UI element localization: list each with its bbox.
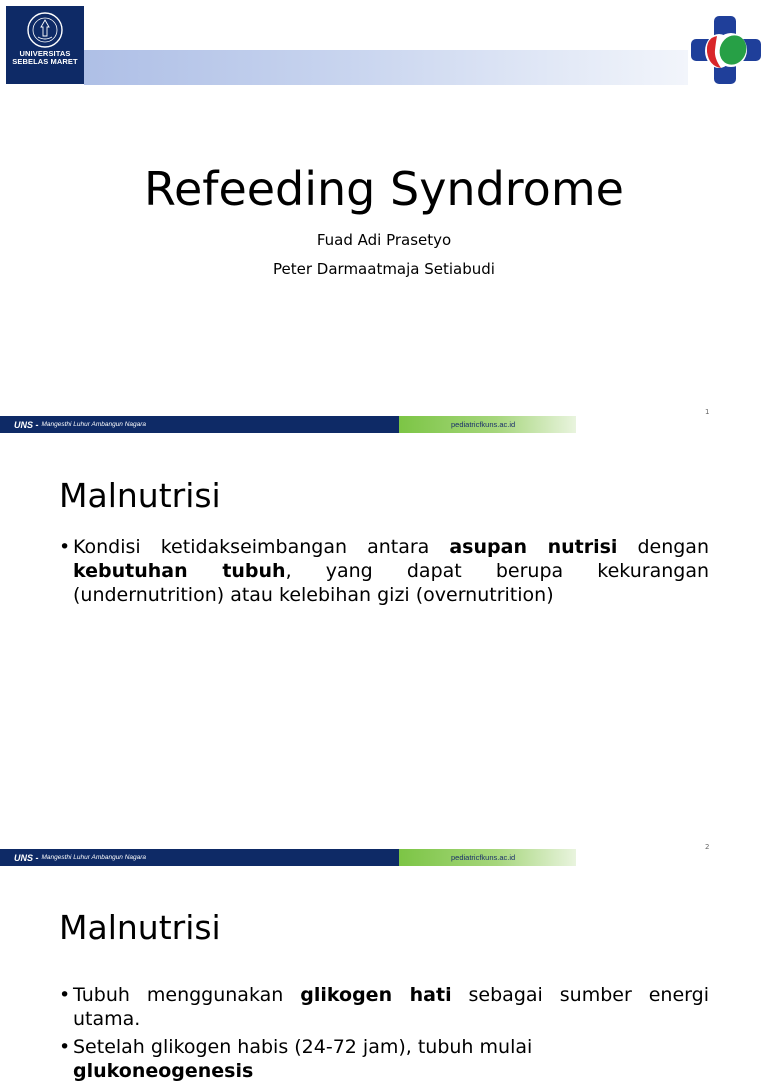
uns-logo-line2: SEBELAS MARET: [12, 57, 78, 66]
slide-3: [0, 870, 768, 1082]
bullet-text: sebagai sumber energi utama.: [73, 984, 709, 1030]
footer-website: pediatricfkuns.ac.id: [399, 849, 576, 866]
bullet-item: [59, 1035, 709, 1083]
bullet-text: Setelah glikogen habis (24-72 jam), tubuh mulai: [73, 1036, 533, 1058]
header-band: [84, 50, 688, 85]
presentation-title: Refeeding Syndrome: [144, 162, 624, 216]
bullet-text: Tubuh menggunakan: [73, 984, 301, 1006]
footer-left: [0, 849, 399, 866]
bullet-item: [59, 535, 709, 607]
uns-seal-icon: [25, 10, 65, 50]
footer-left: [0, 416, 399, 433]
bullet-list: [59, 535, 709, 607]
slide-2: [0, 438, 768, 870]
page-number: 2: [705, 843, 710, 851]
bullet-text: Kondisi ketidakseimbangan antara: [73, 536, 450, 558]
slide-footer: [0, 849, 576, 866]
uns-logo-line1: UNIVERSITAS: [19, 49, 71, 58]
slide-title: Malnutrisi: [59, 908, 221, 947]
slide-1: [0, 0, 768, 438]
footer-motto: Mangesthi Luhur Ambangun Nagara: [41, 421, 147, 428]
footer-motto: Mangesthi Luhur Ambangun Nagara: [41, 854, 147, 861]
bullet-bold: asupan nutrisi: [449, 536, 618, 558]
uns-logo: [6, 6, 84, 84]
bullet-bold: glikogen hati: [300, 984, 452, 1006]
pediatric-cross-logo-icon: [690, 14, 762, 86]
bullet-text: dengan: [617, 536, 709, 558]
page-number: 1: [705, 408, 710, 416]
slide-footer: [0, 416, 576, 433]
footer-website: pediatricfkuns.ac.id: [399, 416, 576, 433]
bullet-text: , yang dapat berupa kekurangan (undernutrition) atau kelebihan gizi (overnutrition): [73, 560, 710, 606]
footer-uns: UNS -: [14, 419, 39, 430]
bullet-bold: kebutuhan tubuh: [73, 560, 286, 582]
author-1: Fuad Adi Prasetyo: [316, 231, 452, 249]
bullet-list: [59, 983, 709, 1083]
footer-uns: UNS -: [14, 852, 39, 863]
bullet-bold: glukoneogenesis: [73, 1060, 254, 1082]
slide-title: Malnutrisi: [59, 476, 221, 515]
author-2: Peter Darmaatmaja Setiabudi: [273, 260, 495, 278]
bullet-item: [59, 983, 709, 1031]
